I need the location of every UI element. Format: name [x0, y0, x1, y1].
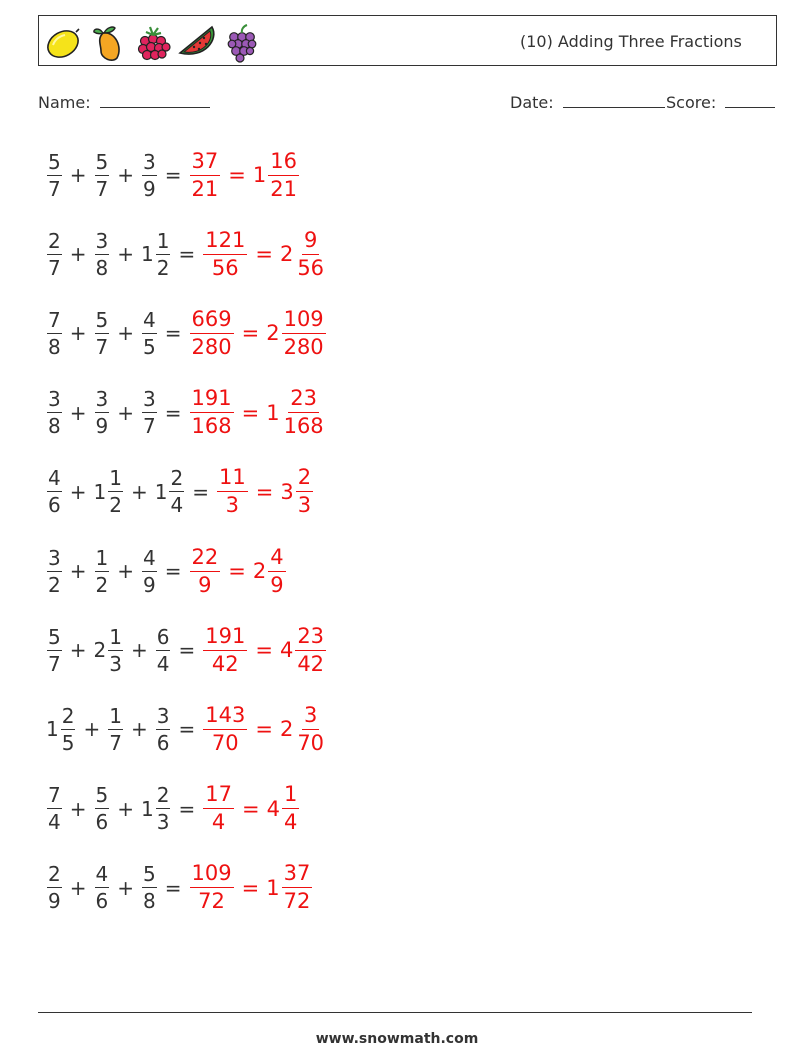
term-fraction-whole: 1	[141, 242, 154, 267]
equals-sign: =	[178, 796, 196, 821]
plus-sign: +	[117, 875, 134, 900]
plus-sign: +	[83, 717, 101, 742]
equals-sign: =	[178, 638, 196, 663]
term-fraction-denominator: 6	[95, 889, 109, 914]
mixed-answer-numerator: 109	[282, 309, 326, 334]
problem-row	[46, 617, 327, 683]
mixed-answer-denominator: 4	[283, 810, 298, 835]
mixed-answer-numerator: 4	[268, 547, 285, 572]
term-fraction-numerator: 1	[156, 228, 170, 253]
improper-answer-denominator: 280	[191, 334, 232, 359]
footer-divider	[38, 1012, 752, 1013]
improper-answer-denominator: 72	[198, 889, 225, 914]
term-fraction-denominator: 9	[143, 572, 156, 597]
improper-answer-denominator: 21	[191, 176, 219, 201]
plus-sign: +	[117, 321, 134, 346]
term-fraction-numerator: 1	[109, 624, 122, 649]
raspberry-icon	[133, 23, 173, 63]
term-fraction-denominator: 6	[156, 730, 170, 755]
term-fraction	[47, 545, 62, 597]
term-fraction	[142, 149, 157, 201]
term-fraction-whole: 2	[93, 638, 107, 663]
mixed-answer-denominator: 70	[297, 730, 325, 755]
term-fraction-denominator: 2	[95, 572, 109, 597]
lemon-icon	[43, 23, 83, 63]
answer	[189, 388, 327, 437]
mixed-answer	[268, 544, 285, 597]
term-fraction-numerator: 2	[48, 228, 61, 253]
term-fraction	[95, 387, 110, 439]
grapes-icon	[222, 23, 262, 63]
term-fraction	[142, 307, 157, 359]
improper-answer	[203, 702, 247, 755]
answer	[189, 544, 287, 597]
problem-row	[46, 221, 327, 287]
date-label: Date:	[510, 93, 554, 112]
term-fraction-whole: 1	[46, 717, 59, 742]
term-fraction-denominator: 8	[95, 255, 109, 280]
improper-answer-denominator: 70	[211, 730, 239, 755]
term-fraction-denominator: 8	[143, 889, 156, 914]
term-fraction-numerator: 4	[95, 862, 109, 887]
term-fraction-denominator: 8	[48, 414, 61, 439]
problem-row	[46, 696, 327, 762]
mixed-answer	[295, 227, 326, 280]
plus-sign: +	[69, 400, 87, 425]
mixed-answer-whole: 2	[279, 242, 294, 267]
term-fraction	[47, 307, 62, 359]
improper-answer-numerator: 191	[190, 388, 234, 413]
improper-answer-numerator: 121	[203, 230, 247, 255]
score-label: Score:	[666, 93, 717, 112]
term-fraction	[95, 783, 110, 835]
improper-answer	[190, 148, 221, 201]
plus-sign: +	[117, 242, 134, 267]
term-fraction-numerator: 1	[109, 466, 122, 491]
improper-answer	[190, 544, 221, 597]
term-fraction-numerator: 1	[95, 545, 109, 570]
improper-answer-denominator: 9	[198, 572, 212, 597]
term-fraction	[47, 466, 62, 518]
term-fraction-numerator: 4	[143, 545, 156, 570]
name-label: Name:	[38, 93, 91, 112]
answer	[202, 623, 327, 676]
improper-answer-numerator: 143	[203, 705, 247, 730]
mixed-answer-denominator: 168	[283, 414, 324, 439]
term-fraction-denominator: 6	[48, 493, 61, 518]
plus-sign: +	[69, 559, 87, 583]
mixed-answer-numerator: 9	[302, 230, 319, 255]
term-fraction-numerator: 1	[109, 703, 122, 728]
term-fraction	[108, 466, 123, 518]
equals-sign: =	[178, 717, 196, 742]
equals-sign: =	[228, 559, 246, 583]
term-fraction-whole: 1	[93, 479, 107, 504]
term-fraction-denominator: 7	[95, 176, 109, 201]
plus-sign: +	[117, 163, 134, 187]
improper-answer-numerator: 37	[190, 151, 221, 176]
name-blank[interactable]	[100, 95, 210, 108]
mixed-answer-whole: 3	[280, 479, 294, 504]
equals-sign: =	[228, 163, 246, 187]
mixed-answer-denominator: 72	[283, 889, 311, 914]
plus-sign: +	[117, 400, 134, 425]
date-field[interactable]	[510, 93, 665, 112]
mixed-answer-whole: 1	[266, 875, 280, 900]
improper-answer	[203, 784, 234, 833]
plus-sign: +	[130, 717, 148, 742]
improper-answer-numerator: 191	[203, 626, 247, 651]
mixed-answer-whole: 4	[266, 796, 280, 821]
mixed-answer	[282, 784, 299, 833]
improper-answer-numerator: 17	[203, 784, 234, 809]
improper-answer-numerator: 109	[190, 863, 234, 888]
mixed-answer	[282, 863, 313, 912]
term-fraction-denominator: 3	[109, 651, 122, 676]
term-fraction	[142, 387, 157, 439]
term-fraction	[156, 703, 171, 755]
term-fraction-whole: 1	[154, 479, 168, 504]
equals-sign: =	[178, 242, 196, 267]
mixed-answer-whole: 2	[252, 559, 267, 583]
date-blank[interactable]	[563, 95, 665, 108]
plus-sign: +	[130, 479, 148, 504]
term-fraction-numerator: 2	[61, 703, 75, 728]
mango-icon	[89, 23, 129, 63]
problem-row	[46, 776, 300, 842]
mixed-answer-whole: 4	[279, 638, 294, 663]
header-box	[38, 15, 777, 66]
term-fraction	[47, 149, 62, 201]
term-fraction	[95, 862, 110, 914]
term-fraction-numerator: 2	[170, 466, 184, 491]
equals-sign: =	[192, 479, 209, 504]
answer	[202, 784, 300, 833]
term-fraction-denominator: 4	[170, 493, 184, 518]
term-fraction-numerator: 2	[48, 862, 61, 887]
name-field[interactable]	[38, 93, 210, 112]
term-fraction-denominator: 3	[156, 810, 170, 835]
mixed-answer-numerator: 23	[288, 388, 319, 413]
term-fraction-numerator: 5	[143, 862, 156, 887]
mixed-answer-numerator: 1	[282, 784, 299, 809]
term-fraction-denominator: 7	[109, 730, 122, 755]
term-fraction-numerator: 6	[156, 624, 170, 649]
plus-sign: +	[69, 163, 87, 187]
footer-url: www.snowmath.com	[315, 1031, 479, 1047]
mixed-answer-denominator: 56	[297, 255, 325, 280]
term-fraction-denominator: 7	[95, 334, 109, 359]
improper-answer	[190, 306, 234, 359]
improper-answer	[190, 863, 234, 912]
equals-sign: =	[255, 242, 273, 267]
term-fraction-denominator: 9	[95, 414, 109, 439]
term-fraction-numerator: 4	[143, 307, 156, 332]
improper-answer-denominator: 168	[191, 414, 232, 439]
term-fraction-denominator: 2	[109, 493, 122, 518]
equals-sign: =	[241, 875, 260, 900]
answer	[189, 306, 327, 359]
mixed-answer-numerator: 2	[296, 467, 313, 492]
plus-sign: +	[69, 242, 87, 267]
improper-answer-denominator: 42	[211, 651, 239, 676]
term-fraction	[156, 783, 171, 835]
problem-row	[46, 142, 300, 208]
term-fraction-denominator: 7	[48, 255, 61, 280]
improper-answer-denominator: 56	[211, 255, 239, 280]
term-fraction-numerator: 5	[95, 149, 109, 174]
term-fraction-numerator: 3	[95, 228, 109, 253]
mixed-answer	[295, 702, 326, 755]
mixed-answer-whole: 2	[266, 321, 280, 346]
plus-sign: +	[117, 796, 134, 821]
answer	[216, 467, 314, 516]
term-fraction	[169, 466, 184, 518]
term-fraction-denominator: 9	[48, 889, 61, 914]
equals-sign: =	[241, 400, 260, 425]
term-fraction	[95, 149, 110, 201]
term-fraction	[142, 862, 157, 914]
answer	[202, 702, 327, 755]
term-fraction	[47, 624, 62, 676]
equals-sign: =	[164, 400, 182, 425]
plus-sign: +	[69, 638, 87, 663]
term-fraction-denominator: 4	[156, 651, 170, 676]
term-fraction	[61, 703, 76, 755]
term-fraction	[142, 545, 157, 597]
plus-sign: +	[130, 638, 148, 663]
mixed-answer	[282, 306, 326, 359]
plus-sign: +	[117, 559, 134, 583]
problem-row	[46, 855, 313, 921]
term-fraction-numerator: 3	[48, 545, 61, 570]
equals-sign: =	[255, 638, 273, 663]
term-fraction-denominator: 5	[143, 334, 156, 359]
plus-sign: +	[69, 321, 87, 346]
term-fraction-denominator: 2	[156, 255, 170, 280]
term-fraction-denominator: 2	[48, 572, 61, 597]
mixed-answer-whole: 1	[252, 163, 267, 187]
improper-answer-numerator: 22	[190, 547, 221, 572]
term-fraction-denominator: 5	[61, 730, 75, 755]
term-fraction-numerator: 3	[143, 149, 156, 174]
mixed-answer-denominator: 21	[270, 176, 297, 201]
plus-sign: +	[69, 796, 87, 821]
term-fraction	[47, 862, 62, 914]
mixed-answer	[282, 388, 326, 437]
term-fraction	[108, 703, 123, 755]
mixed-answer-whole: 2	[279, 717, 294, 742]
mixed-answer-denominator: 9	[270, 572, 284, 597]
mixed-answer-numerator: 37	[282, 863, 313, 888]
mixed-answer-numerator: 23	[295, 626, 326, 651]
equals-sign: =	[164, 559, 182, 583]
watermelon-icon	[177, 23, 217, 63]
mixed-answer-numerator: 3	[302, 705, 319, 730]
answer	[189, 148, 300, 201]
problem-row	[46, 300, 327, 366]
improper-answer-numerator: 669	[190, 309, 234, 334]
term-fraction-numerator: 3	[156, 703, 170, 728]
term-fraction-numerator: 2	[156, 783, 170, 808]
mixed-answer	[295, 623, 326, 676]
term-fraction-numerator: 5	[48, 149, 61, 174]
term-fraction-numerator: 5	[95, 783, 109, 808]
answer	[189, 863, 314, 912]
term-fraction	[156, 624, 171, 676]
term-fraction-denominator: 9	[143, 176, 156, 201]
equals-sign: =	[164, 321, 182, 346]
plus-sign: +	[69, 875, 87, 900]
worksheet-title: (10) Adding Three Fractions	[520, 32, 742, 51]
term-fraction-numerator: 3	[143, 387, 156, 412]
score-field[interactable]	[666, 93, 775, 112]
term-fraction-numerator: 3	[48, 387, 61, 412]
equals-sign: =	[255, 717, 273, 742]
equals-sign: =	[255, 479, 274, 504]
term-fraction-numerator: 4	[48, 466, 61, 491]
term-fraction-numerator: 5	[95, 307, 109, 332]
improper-answer-denominator: 3	[225, 493, 240, 518]
mixed-answer	[268, 148, 299, 201]
improper-answer	[203, 623, 247, 676]
term-fraction	[95, 307, 110, 359]
term-fraction	[156, 228, 171, 280]
term-fraction-numerator: 7	[48, 783, 61, 808]
term-fraction-denominator: 7	[48, 651, 61, 676]
improper-answer	[203, 227, 247, 280]
mixed-answer-denominator: 42	[297, 651, 325, 676]
mixed-answer-denominator: 280	[283, 334, 324, 359]
mixed-answer-numerator: 16	[268, 151, 299, 176]
improper-answer-numerator: 11	[217, 467, 248, 492]
problem-row	[46, 538, 287, 604]
term-fraction-whole: 1	[141, 796, 154, 821]
equals-sign: =	[241, 796, 260, 821]
term-fraction	[95, 228, 110, 280]
problem-row	[46, 380, 327, 446]
term-fraction	[47, 387, 62, 439]
term-fraction	[95, 545, 110, 597]
term-fraction-denominator: 6	[95, 810, 109, 835]
mixed-answer-whole: 1	[266, 400, 280, 425]
term-fraction-denominator: 4	[48, 810, 61, 835]
improper-answer	[190, 388, 234, 437]
term-fraction	[47, 228, 62, 280]
improper-answer-denominator: 4	[211, 810, 226, 835]
mixed-answer-denominator: 3	[297, 493, 312, 518]
term-fraction	[108, 624, 123, 676]
equals-sign: =	[164, 875, 182, 900]
plus-sign: +	[69, 479, 87, 504]
problem-row	[46, 459, 314, 525]
term-fraction-denominator: 7	[48, 176, 61, 201]
mixed-answer	[296, 467, 313, 516]
equals-sign: =	[241, 321, 260, 346]
score-blank[interactable]	[725, 95, 775, 108]
equals-sign: =	[164, 163, 182, 187]
improper-answer	[217, 467, 248, 516]
term-fraction-numerator: 3	[95, 387, 109, 412]
term-fraction-denominator: 7	[143, 414, 156, 439]
term-fraction	[47, 783, 62, 835]
term-fraction-numerator: 7	[48, 307, 61, 332]
term-fraction-numerator: 5	[48, 624, 61, 649]
term-fraction-denominator: 8	[48, 334, 61, 359]
answer	[202, 227, 327, 280]
